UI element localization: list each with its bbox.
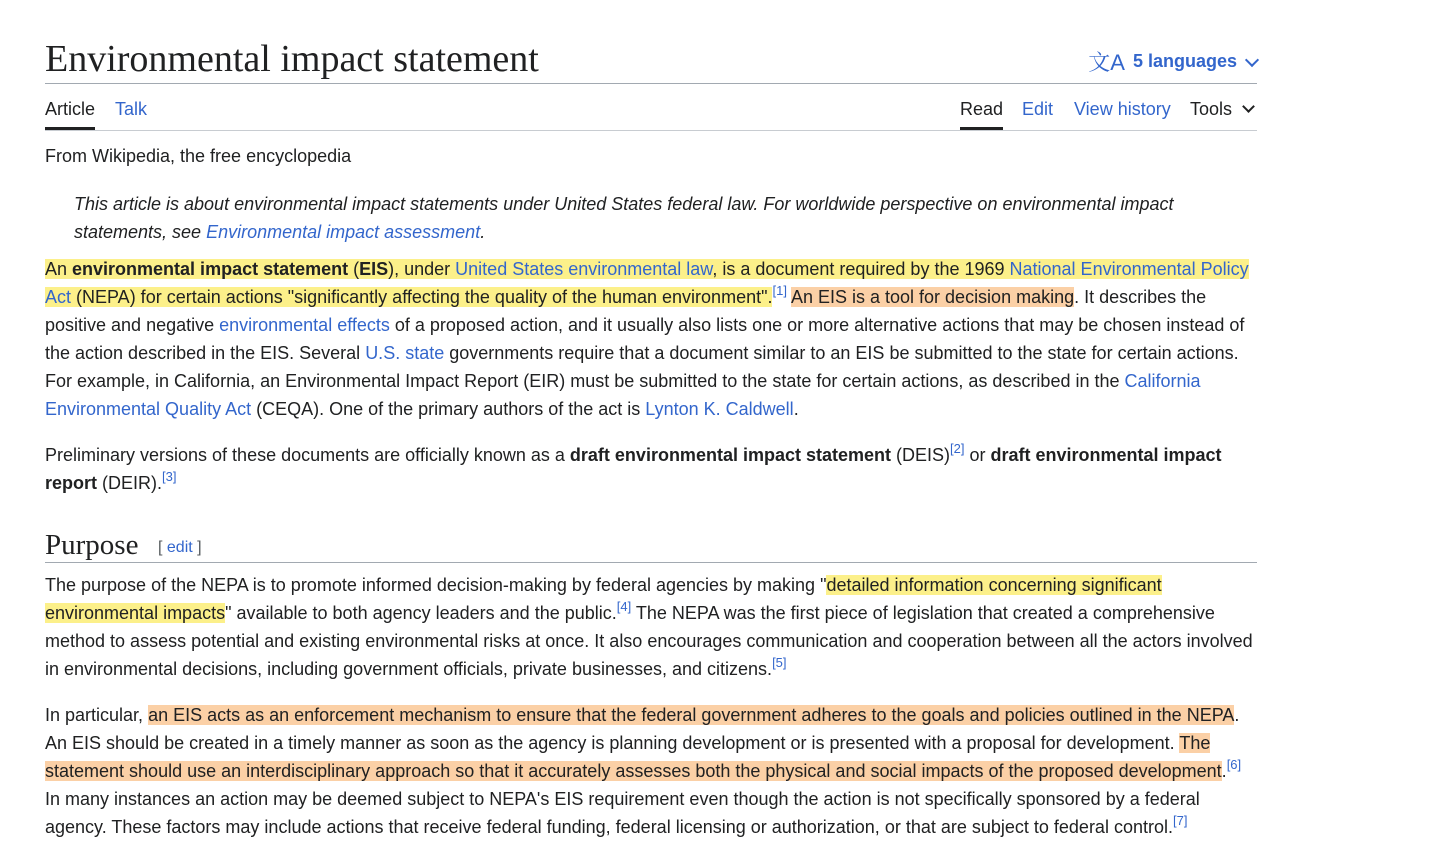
reference-4[interactable]	[617, 599, 631, 614]
highlighted-text: The statement should use an interdisciplinary approach so that it accurately assesses both the physical and social impacts of the proposed development	[45, 733, 1222, 781]
bold-term: draft environmental impact statement	[569, 445, 891, 465]
reference-link[interactable]: [1]	[772, 283, 787, 298]
intro-text: (NEPA) for certain actions "significantly affecting the quality of the human environment".	[71, 287, 773, 307]
purpose-text: . An EIS should be created in a timely manner as soon as the agency is planning development or is presented with a proposal for development.	[45, 705, 1240, 753]
link-us-state[interactable]: U.S. state	[365, 343, 445, 363]
hatnote	[74, 190, 1194, 246]
tools-menu[interactable]	[1190, 96, 1253, 122]
purpose-text: .	[1221, 761, 1227, 781]
intro-text: of a proposed action, and it usually also lists one or more alternative actions that may be chosen instead of the action described in the EIS. Several	[45, 315, 1245, 363]
purpose-text: " available to both agency leaders and the public.	[225, 603, 617, 623]
purpose-text: In many instances an action may be deemed subject to NEPA's EIS requirement even though the action is not specifically sponsored by a federal agency. These factors may include actions that receive federal funding, federal licensing or authorization, or that are subject to federal control.	[45, 789, 1200, 837]
reference-2[interactable]	[950, 441, 964, 456]
intro-text: governments require that a document similar to an EIS be submitted to the state for certain actions. For example, in California, an Environmental Impact Report (EIR) must be submitted to the state for certain actions, as described in the	[45, 343, 1239, 391]
prelim-text: (DEIS)	[891, 445, 951, 465]
page-tabs	[45, 96, 1257, 131]
reference-link[interactable]: [3]	[162, 469, 177, 484]
prelim-text: Preliminary versions of these documents are officially known as a	[45, 445, 570, 465]
prelim-text: (DEIR).	[97, 473, 163, 493]
intro-text: ), under	[388, 259, 456, 279]
chevron-down-icon	[1245, 52, 1259, 66]
reference-7[interactable]	[1173, 813, 1187, 828]
link-environmental-effects[interactable]: environmental effects	[219, 315, 390, 335]
hatnote-link[interactable]: Environmental impact assessment	[206, 222, 481, 242]
tagline: From Wikipedia, the free encyclopedia	[45, 146, 352, 166]
languages-label: 5 languages	[1132, 51, 1237, 71]
reference-6[interactable]	[1227, 757, 1241, 772]
intro-text: An	[45, 259, 73, 279]
reference-1[interactable]	[772, 283, 786, 298]
highlighted-text: an EIS acts as an enforcement mechanism to ensure that the federal government adheres to the goals and policies outlined in the NEPA	[148, 705, 1235, 725]
reference-link[interactable]: [6]	[1226, 757, 1242, 772]
tab-article[interactable]: Article	[45, 96, 95, 122]
section-edit	[158, 539, 202, 557]
purpose-text: The NEPA was the first piece of legislation that created a comprehensive method to assess potential and existing environmental risks at once. It also encourages communication and cooperation between all the actors involved in environmental decisions, including government officials, private businesses, and citizens.	[45, 603, 1253, 679]
tools-label: Tools	[1190, 99, 1233, 119]
tab-read[interactable]: Read	[960, 96, 1003, 122]
purpose-text: In particular,	[45, 705, 149, 725]
intro-text: . It describes the positive and negative	[45, 287, 1207, 335]
intro-paragraph	[45, 255, 1257, 423]
link-lynton-caldwell[interactable]: Lynton K. Caldwell	[645, 399, 794, 419]
translate-icon: 文A	[1088, 50, 1125, 75]
tab-edit[interactable]: Edit	[1022, 99, 1054, 119]
intro-text: (	[348, 259, 360, 279]
reference-link[interactable]: [7]	[1172, 813, 1188, 828]
reference-3[interactable]	[162, 469, 176, 484]
prelim-text: or	[964, 445, 991, 465]
purpose-paragraph-1	[45, 571, 1257, 683]
hatnote-end: .	[480, 222, 486, 242]
bold-term: environmental impact statement	[72, 259, 349, 279]
highlighted-text: detailed information concerning significant environmental impacts	[45, 575, 1162, 623]
intro-text: (CEQA). One of the primary authors of the act is	[251, 399, 646, 419]
link-us-environmental-law[interactable]: United States environmental law	[455, 259, 713, 279]
link-nepa[interactable]: National Environmental Policy Act	[45, 259, 1249, 307]
intro-text: , is a document required by the 1969	[712, 259, 1010, 279]
hatnote-text: This article is about environmental impact statements under United States federal law. For worldwide perspective on environmental impact statements, see	[74, 194, 1174, 242]
tab-view-history[interactable]: View history	[1074, 99, 1171, 119]
highlighted-text: An EIS is a tool for decision making	[790, 287, 1075, 307]
chevron-down-icon	[1242, 100, 1255, 113]
title-divider	[45, 83, 1257, 84]
edit-section-link[interactable]: edit	[166, 539, 193, 556]
bracket: ]	[192, 539, 202, 556]
section-heading-purpose: Purpose	[45, 529, 139, 561]
link-ceqa[interactable]: California Environmental Quality Act	[45, 371, 1201, 419]
reference-link[interactable]: [4]	[616, 599, 632, 614]
languages-button[interactable]	[1088, 46, 1257, 77]
bold-term: draft environmental impact report	[45, 445, 1222, 493]
tab-talk[interactable]: Talk	[115, 99, 148, 119]
reference-5[interactable]	[772, 655, 786, 670]
purpose-paragraph-2	[45, 701, 1257, 841]
prelim-paragraph	[45, 441, 1257, 497]
bracket: [	[158, 539, 167, 556]
reference-link[interactable]: [5]	[772, 655, 787, 670]
purpose-text: The purpose of the NEPA is to promote informed decision-making by federal agencies by making "	[45, 575, 827, 595]
intro-text: .	[793, 399, 799, 419]
reference-link[interactable]: [2]	[950, 441, 965, 456]
tabs-divider	[45, 130, 1257, 131]
section-divider	[45, 562, 1257, 563]
page-title: Environmental impact statement	[45, 38, 539, 80]
bold-term: EIS	[359, 259, 389, 279]
